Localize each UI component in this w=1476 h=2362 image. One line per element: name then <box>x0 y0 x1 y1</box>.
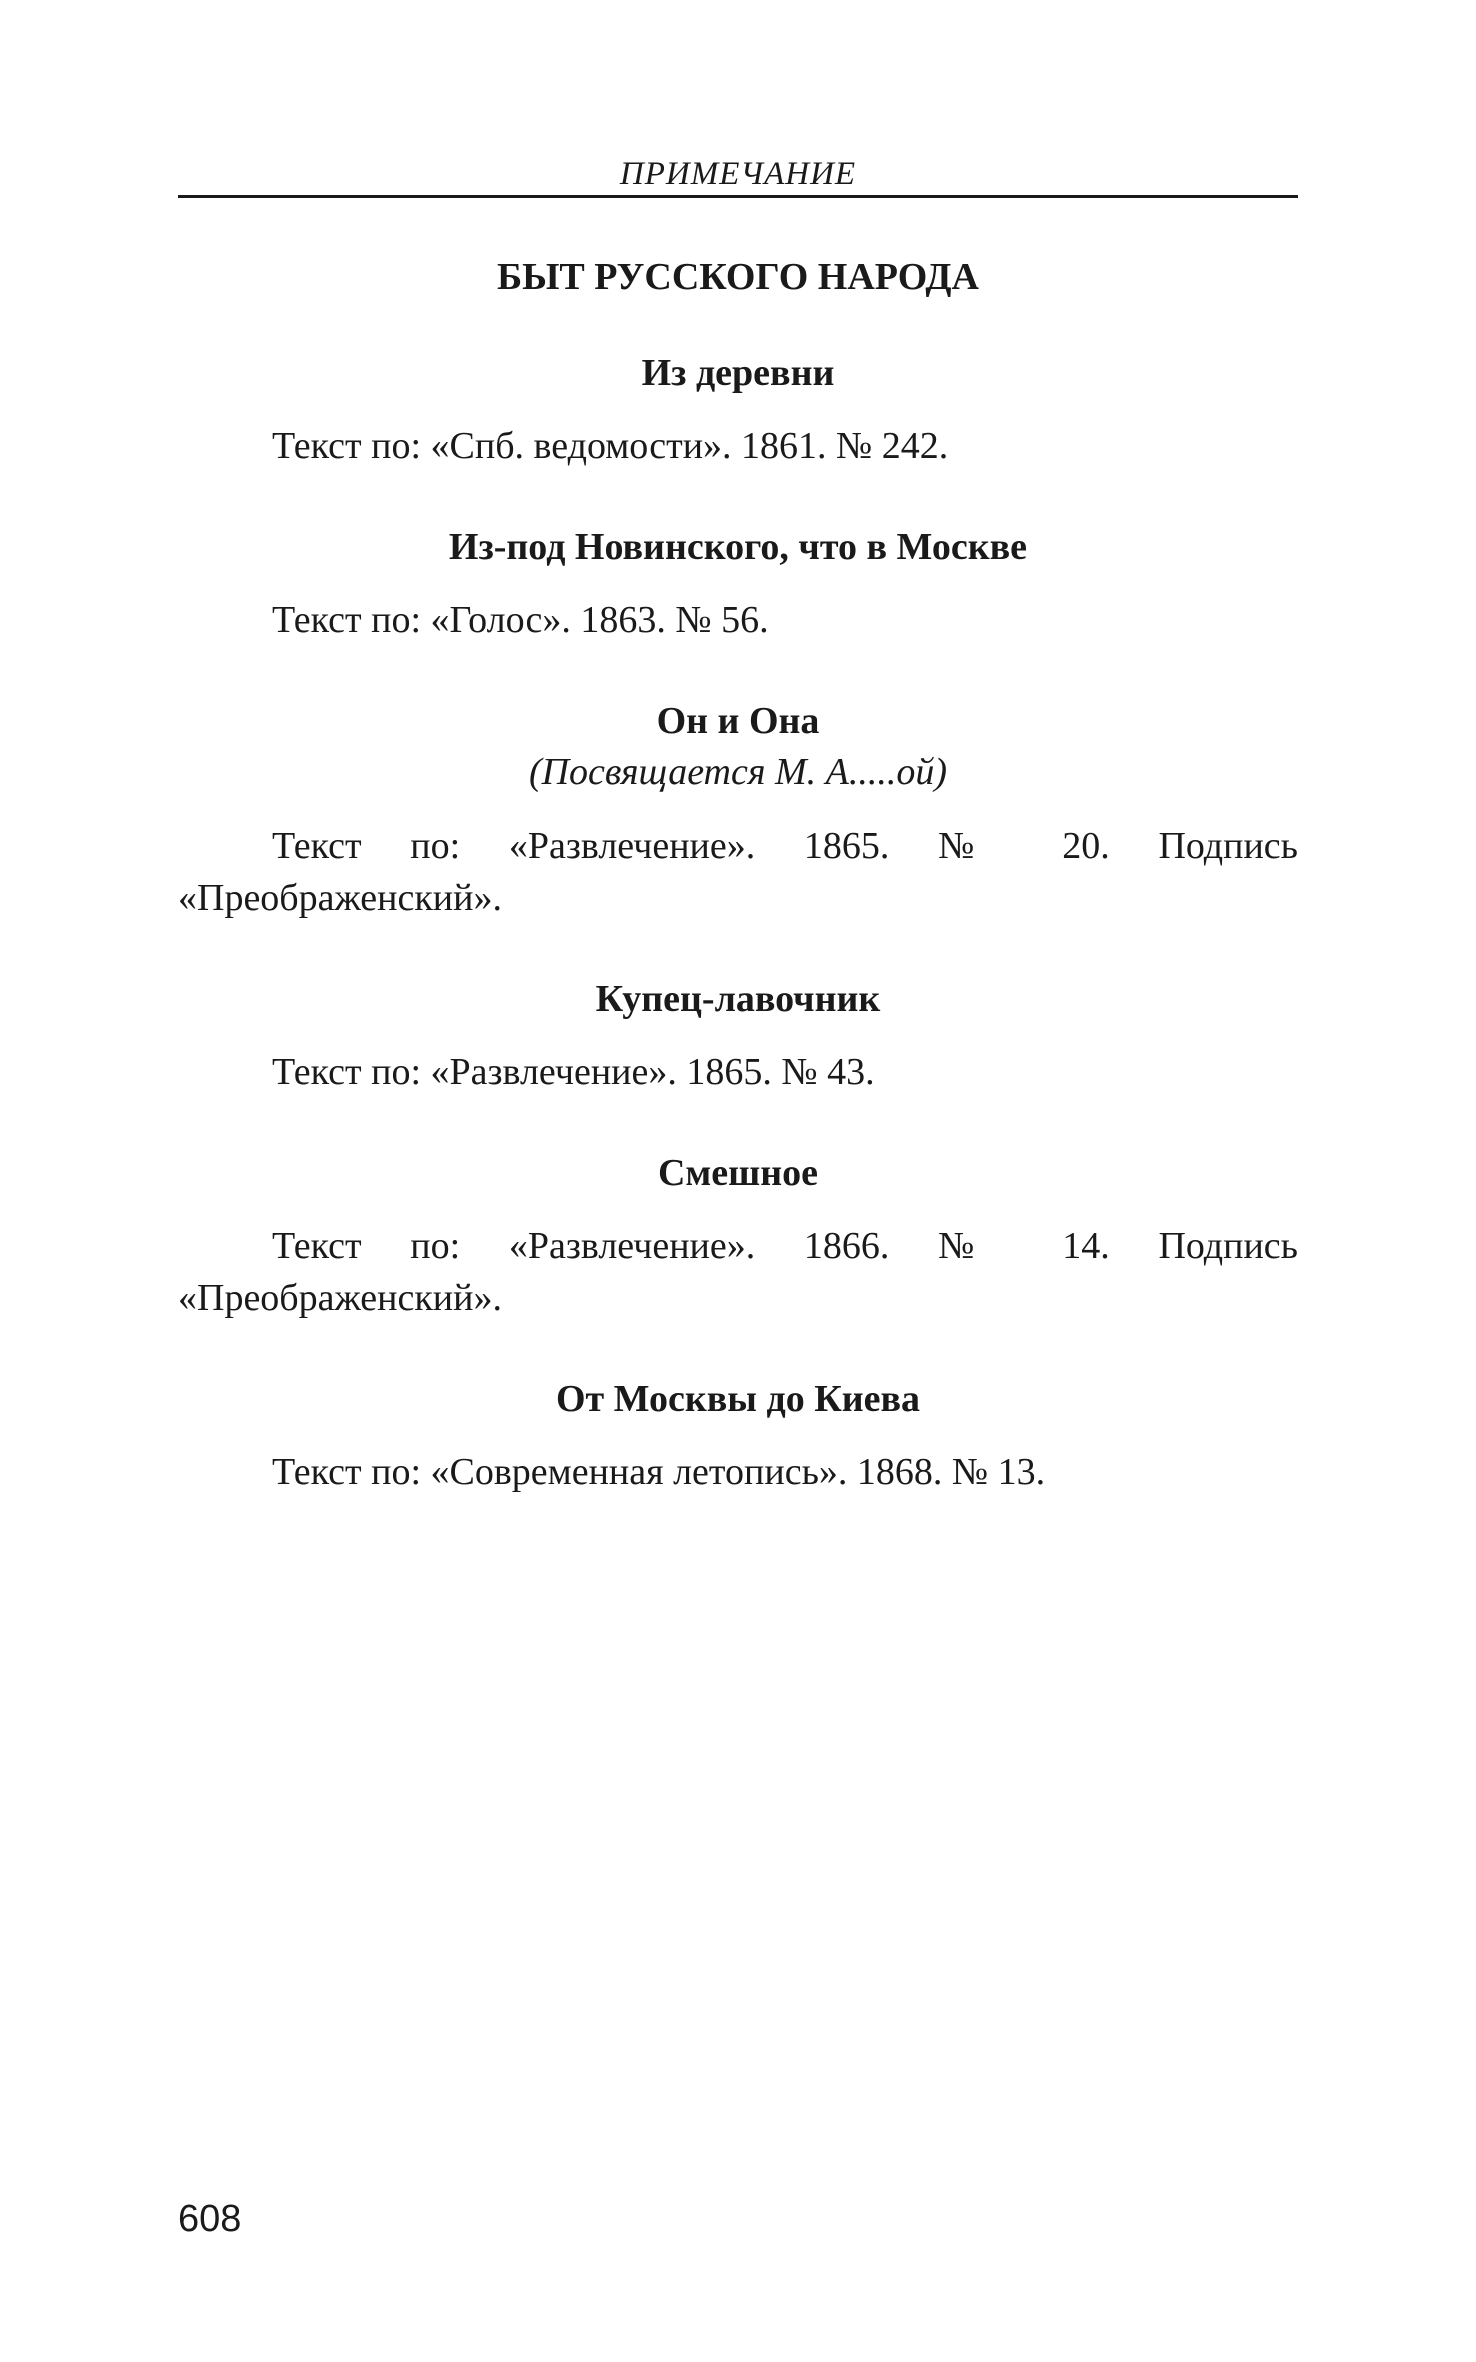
entry-source-note: Текст по: «Спб. ведомости». 1861. № 242. <box>272 425 949 467</box>
section-title: БЫТ РУССКОГО НАРОДА <box>496 256 979 298</box>
entry-source-note: Текст по: «Современная летопись». 1868. № 13. <box>272 1451 1046 1493</box>
entry-title: Он и Она <box>656 700 820 742</box>
header-rule <box>178 195 1298 198</box>
entry-source-note: Текст по: «Развлечение». 1866. № 14. Подпись «Преображенский». <box>178 1225 1298 1319</box>
entry-source-note: Текст по: «Развлечение». 1865. № 43. <box>272 1051 875 1093</box>
entry-source-note: Текст по: «Голос». 1863. № 56. <box>272 599 769 641</box>
entry-title: Купец-лавочник <box>595 978 881 1020</box>
note-entry <box>178 348 1298 472</box>
note-entry <box>178 1374 1298 1498</box>
entry-title: Из деревни <box>641 352 835 394</box>
page-number: 608 <box>178 2198 242 2240</box>
entry-title: Смешное <box>657 1152 819 1194</box>
note-entry <box>178 1148 1298 1324</box>
entry-source-note: Текст по: «Развлечение». 1865. № 20. Подпись «Преображенский». <box>178 825 1298 919</box>
entry-dedication: (Посвящается М. А.....ой) <box>528 751 948 793</box>
note-entry <box>178 696 1298 924</box>
entry-title: Из-под Новинского, что в Москве <box>448 526 1028 568</box>
notes-content <box>178 252 1298 1548</box>
note-entry <box>178 522 1298 646</box>
entry-title: От Москвы до Киева <box>555 1378 921 1420</box>
running-header: ПРИМЕЧАНИЕ <box>619 156 857 192</box>
note-entry <box>178 974 1298 1098</box>
